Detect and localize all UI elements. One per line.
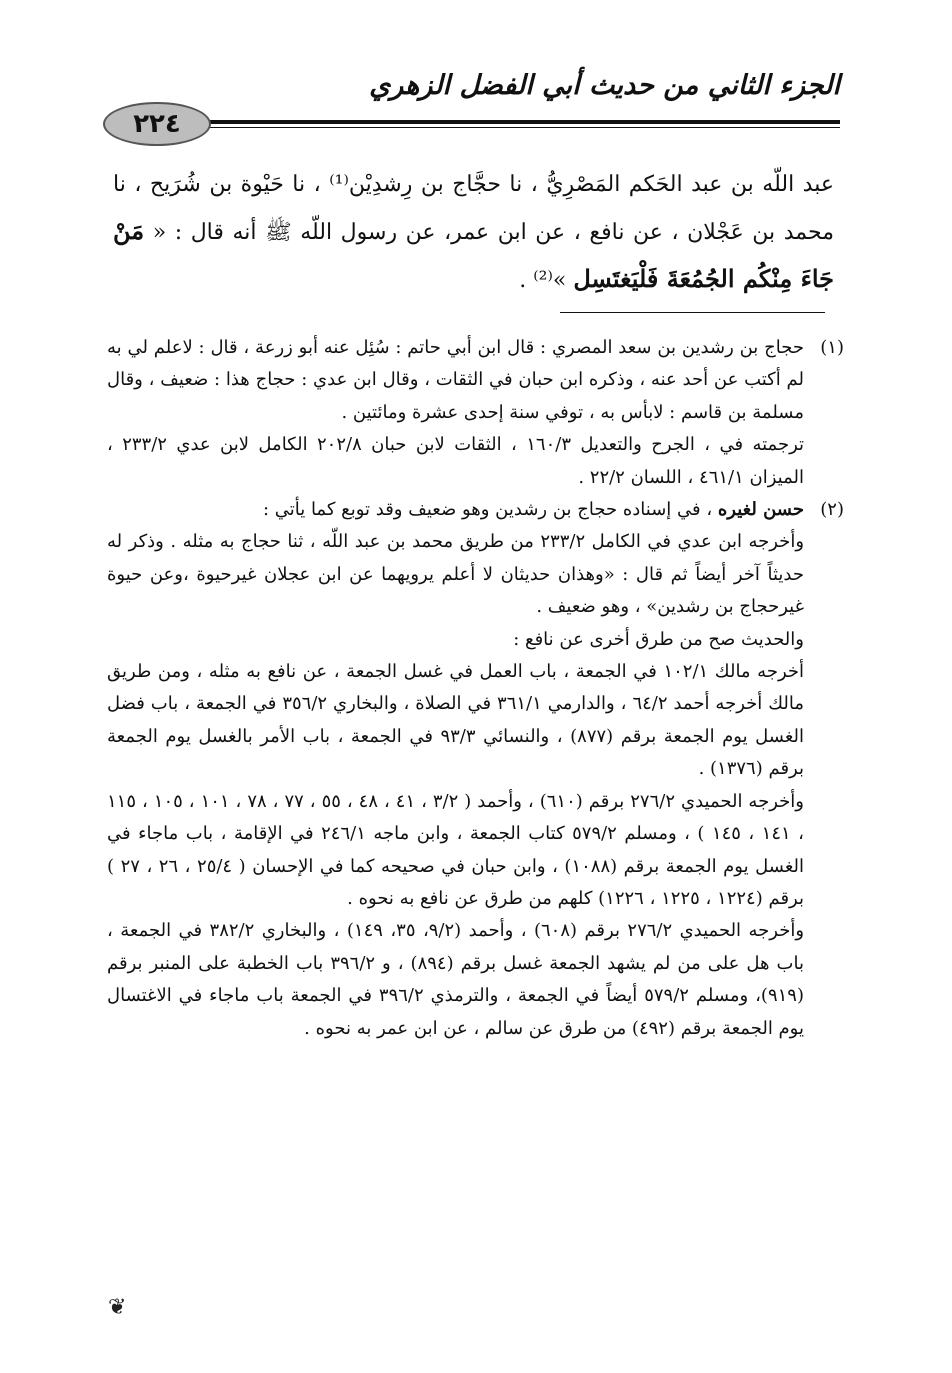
footnote-separator: [560, 312, 825, 313]
footnote-2: [107, 494, 844, 1045]
hadith-text: [113, 162, 834, 304]
footnote-lead: [107, 494, 804, 526]
footnote-number: (٢): [820, 499, 844, 521]
hadith-closing: »⁽²⁾ .: [519, 268, 574, 293]
footnotes: [107, 332, 844, 1045]
footnote-paragraph: والحديث صح من طرق أخرى عن نافع :: [513, 628, 804, 650]
footnote-paragraph: وأخرجه الحميدي ٢٧٦/٢ برقم (٦١٠) ، وأحمد ( ٣/٢ ، ٤١ ، ٤٨ ، ٥٥ ، ٧٧ ، ٧٨ ، ١٠١ ، ١٠٥ ، ١١٥ ، ١٤١ ، ١٤٥ ) ، ومسلم ٥٧٩/٢ كتاب الجمعة ، وابن ماجه ٢٤٦/١ في الإقامة ، باب ماجاء في الغسل يوم الجمعة برقم (١٠٨٨) ، وابن حبان في صحيحه كما في الإحسان ( ٢٥/٤ ، ٢٦ ، ٢٧ ) برقم (١٢٢٤ ، ١٢٢٥ ، ١٢٢٦) كلهم من طرق عن نافع به نحوه .: [107, 790, 804, 909]
footnote-paragraph: ترجمته في ، الجرح والتعديل ١٦٠/٣ ، الثقات لابن حبان ٢٠٢/٨ الكامل لابن عدي ٢٣٣/٢ ، الميزان ٤٦١/١ ، اللسان ٢٢/٢ .: [107, 434, 805, 488]
isnad-text: عبد اللّه بن عبد الحَكم المَصْرِيُّ ، نا حجَّاج بن رِشدِيْن⁽¹⁾ ، نا حَيْوة بن شُرَيح ، نا محمد بن عَجْلان ، عن نافع ، عن ابن عمر، عن رسول اللّه ﷺ أنه قال : «: [113, 172, 834, 245]
grading-label: حسن لغيره: [717, 499, 804, 521]
page-number: ٢٢٤: [133, 109, 181, 139]
header-rule-thin: [175, 127, 840, 128]
page-ornament-icon: ❦: [108, 1295, 127, 1320]
footnote-body: [107, 332, 804, 494]
footnote-body: [107, 494, 804, 1045]
page-number-badge: [103, 102, 211, 146]
page-header: [95, 62, 840, 142]
header-rule: [175, 120, 840, 124]
footnote-paragraph: وأخرجه الحميدي ٢٧٦/٢ برقم (٦٠٨) ، وأحمد (٩/٢، ٣٥، ١٤٩) ، والبخاري ٣٨٢/٢ في الجمعة ، باب هل على من لم يشهد الجمعة غسل برقم (٨٩٤) ، و ٣٩٦/٢ باب الخطبة على المنبر برقم (٩١٩)، ومسلم ٥٧٩/٢ أيضاً في الجمعة ، والترمذي ٣٩٦/٢ في الجمعة باب ماجاء في الاغتسال يوم الجمعة برقم (٤٩٢) من طرق عن سالم ، عن ابن عمر به نحوه .: [107, 920, 805, 1039]
running-title: الجزء الثاني من حديث أبي الفضل الزهري: [369, 70, 840, 101]
grading-reason: ، في إسناده حجاج بن رشدين وهو ضعيف وقد توبع كما يأتي :: [262, 499, 718, 521]
footnote-paragraph: حجاج بن رشدين بن سعد المصري : قال ابن أبي حاتم : سُئِل عنه أبو زرعة ، قال : لاعلم لي به لم أكتب عن أحد عنه ، وذكره ابن حبان في الثقات ، وقال ابن عدي : حجاج هذا : ضعيف ، وقال مسلمة بن قاسم : لابأس به ، توفي سنة إحدى عشرة ومائتين .: [107, 337, 804, 423]
footnote-number: (١): [820, 337, 844, 358]
hadith-matn: مَنْ جَاءَ مِنْكُم الجُمُعَةَ فَلْيَغتَسِل: [113, 216, 834, 293]
footnote-paragraph: وأخرجه ابن عدي في الكامل ٢٣٣/٢ من طريق محمد بن عبد اللّه ، ثنا حجاج به مثله . وذكر له حديثاً آخر أيضاً ثم قال : «وهذان حديثان لا أعلم يرويهما عن ابن عجلان غيرحيوة ،وعن حيوة غيرحجاج بن رشدين» ، وهو ضعيف .: [107, 531, 805, 618]
footnote-1: [107, 332, 844, 494]
footnote-paragraph: أخرجه مالك ١٠٢/١ في الجمعة ، باب العمل في غسل الجمعة ، عن نافع به مثله ، ومن طريق مالك أخرجه أحمد ٦٤/٢ ، والدارمي ٣٦١/١ في الصلاة ، والبخاري ٣٥٦/٢ في الجمعة ، باب فضل الغسل يوم الجمعة برقم (٨٧٧) ، والنسائي ٩٣/٣ في الجمعة ، باب الأمر بالغسل يوم الجمعة برقم (١٣٧٦) .: [107, 661, 805, 780]
